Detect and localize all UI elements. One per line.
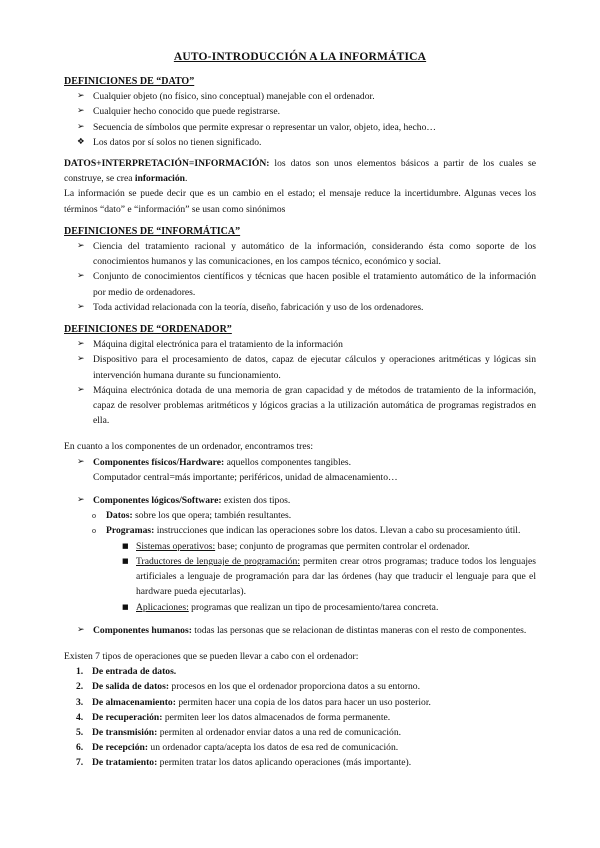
list-item: ➢ Ciencia del tratamiento racional y automático de la información, considerando ésta como soporte de los conocimientos humanos y las comunicaciones, en los campos técnico, económico y social.: [81, 239, 536, 269]
list-software: [64, 493, 536, 508]
list-informatica: [64, 239, 536, 315]
operation-text: permiten tratar los datos aplicando operaciones (más importante).: [157, 757, 412, 769]
operation-number: 3.: [76, 696, 84, 708]
so-text: base; conjunto de programas que permiten controlar el ordenador.: [215, 540, 470, 552]
list-item: ➢ Máquina digital electrónica para el tratamiento de la información: [81, 337, 536, 352]
formula-bold-2: información: [134, 173, 185, 185]
software-text: existen dos tipos.: [221, 495, 291, 507]
list-item-operation: [76, 664, 536, 679]
list-item: ➢ Conjunto de conocimientos científicos y técnicas que hacen posible el tratamiento automático de la información por medio de ordenadores.: [81, 269, 536, 299]
operation-label: De almacenamiento:: [92, 696, 176, 708]
operation-text: permiten hacer una copia de los datos para hacer un uso posterior.: [175, 696, 431, 708]
list-item-datos: [92, 508, 536, 523]
formula-bold: DATOS+INTERPRETACIÓN=INFORMACIÓN:: [64, 158, 270, 170]
heading-informatica: DEFINICIONES DE “INFORMÁTICA”: [64, 225, 241, 237]
document-body: [64, 74, 536, 771]
list-item-humanos: [81, 623, 536, 638]
traductores-text: permiten crear otros programas; traduce todos los lenguajes artificiales a lenguaje de programación para dar las órdenes (hay que traducir el lenguaje para que el hardware pueda ejecutarlas).: [136, 555, 536, 598]
aplicaciones-text: programas que realizan un tipo de procesamiento/tarea concreta.: [188, 601, 439, 613]
page-title: AUTO-INTRODUCCIÓN A LA INFORMÁTICA: [173, 51, 427, 63]
list-item-operation: [76, 755, 536, 770]
list-program-types: [106, 539, 536, 615]
list-software-types: [64, 508, 536, 614]
list-item: ➢ Cualquier hecho conocido que puede registrarse.: [81, 104, 536, 119]
programas-label: Programas:: [106, 525, 155, 537]
humanos-label: Componentes humanos:: [93, 624, 192, 636]
hardware-line2: Computador central=más importante; periféricos, unidad de almacenamiento…: [93, 471, 398, 483]
programas-text: instrucciones que indican las operaciones sobre los datos. Llevan a cabo su procesamiento útil.: [154, 525, 521, 537]
operations-intro: Existen 7 tipos de operaciones que se pueden llevar a cabo con el ordenador:: [64, 650, 359, 662]
operation-text: permiten al ordenador enviar datos a una red de comunicación.: [157, 726, 402, 738]
operation-text: permiten leer los datos almacenados de forma permanente.: [162, 711, 391, 723]
formula-end: .: [184, 173, 188, 185]
datos-text: sobre los que opera; también resultantes.: [132, 510, 292, 522]
operation-text: un ordenador capta/acepta los datos de esa red de comunicación.: [148, 742, 399, 754]
heading-ordenador: DEFINICIONES DE “ORDENADOR”: [64, 324, 232, 336]
list-item: ➢ Secuencia de símbolos que permite expresar o representar un valor, objeto, idea, hecho…: [81, 120, 536, 135]
operation-number: 5.: [76, 726, 84, 738]
operation-number: 6.: [76, 742, 84, 754]
list-item-note: ❖ Los datos por sí solos no tienen significado.: [81, 135, 536, 150]
traductores-label: Traductores de lenguaje de programación:: [136, 555, 300, 567]
list-item: ➢ Dispositivo para el procesamiento de datos, capaz de ejecutar cálculos y operaciones aritméticas y lógicas sin intervención humana durante su funcionamiento.: [81, 352, 536, 382]
heading-dato: DEFINICIONES DE “DATO”: [64, 76, 195, 87]
list-dato: [64, 89, 536, 150]
list-item-aplicaciones: [122, 600, 536, 615]
list-item: ➢ Máquina electrónica dotada de una memoria de gran capacidad y de métodos de tratamiento de la información, capaz de resolver problemas aritméticos y lógicos gracias a la utilización automática de programas registrados en ella.: [81, 383, 536, 429]
list-operations: [64, 664, 536, 770]
software-label: Componentes lógicos/Software:: [93, 495, 222, 507]
list-item: ➢ Toda actividad relacionada con la teoría, diseño, fabricación y uso de los ordenadores.: [81, 300, 536, 315]
list-item-operation: [76, 740, 536, 755]
list-components: [64, 455, 536, 485]
datos-label: Datos:: [106, 510, 133, 522]
list-item-hardware: [81, 455, 536, 485]
list-item-software: [81, 493, 536, 508]
list-ordenador: [64, 337, 536, 428]
operation-label: De recepción:: [92, 742, 149, 754]
operation-number: 2.: [76, 681, 84, 693]
operation-number: 1.: [76, 666, 84, 678]
so-label: Sistemas operativos:: [136, 540, 216, 552]
list-item-operation: [76, 695, 536, 710]
aplicaciones-label: Aplicaciones:: [136, 601, 189, 613]
list-item-so: [122, 539, 536, 554]
list-item-operation: [76, 725, 536, 740]
operation-label: De recuperación:: [92, 711, 163, 723]
list-item-programas: [92, 523, 536, 614]
list-item-traductores: [122, 554, 536, 600]
operation-label: De transmisión:: [92, 726, 158, 738]
list-item-operation: [76, 710, 536, 725]
operation-label: De entrada de datos.: [92, 666, 177, 678]
components-intro: En cuanto a los componentes de un ordenador, encontramos tres:: [64, 441, 313, 453]
formula-paragraph: [64, 156, 536, 186]
list-item: ➢ Cualquier objeto (no físico, sino conceptual) manejable con el ordenador.: [81, 89, 536, 104]
operation-text: procesos en los que el ordenador proporciona datos a su entorno.: [169, 681, 420, 693]
info-paragraph: La información se puede decir que es un cambio en el estado; el mensaje reduce la incertidumbre. Algunas veces los términos “dato” e “información” se usan como sinónimos: [64, 188, 536, 215]
hardware-label: Componentes físicos/Hardware:: [93, 456, 225, 468]
operation-number: 4.: [76, 711, 84, 723]
operation-number: 7.: [76, 757, 84, 769]
formula-text: los datos son unos elementos básicos a partir de los cuales se construye, se crea: [64, 158, 536, 185]
operation-label: De tratamiento:: [92, 757, 158, 769]
list-item-operation: [76, 679, 536, 694]
operation-label: De salida de datos:: [92, 681, 170, 693]
humanos-text: todas las personas que se relacionan de distintas maneras con el resto de componentes.: [191, 624, 527, 636]
list-humanos: [64, 623, 536, 638]
hardware-text: aquellos componentes tangibles.: [224, 456, 352, 468]
